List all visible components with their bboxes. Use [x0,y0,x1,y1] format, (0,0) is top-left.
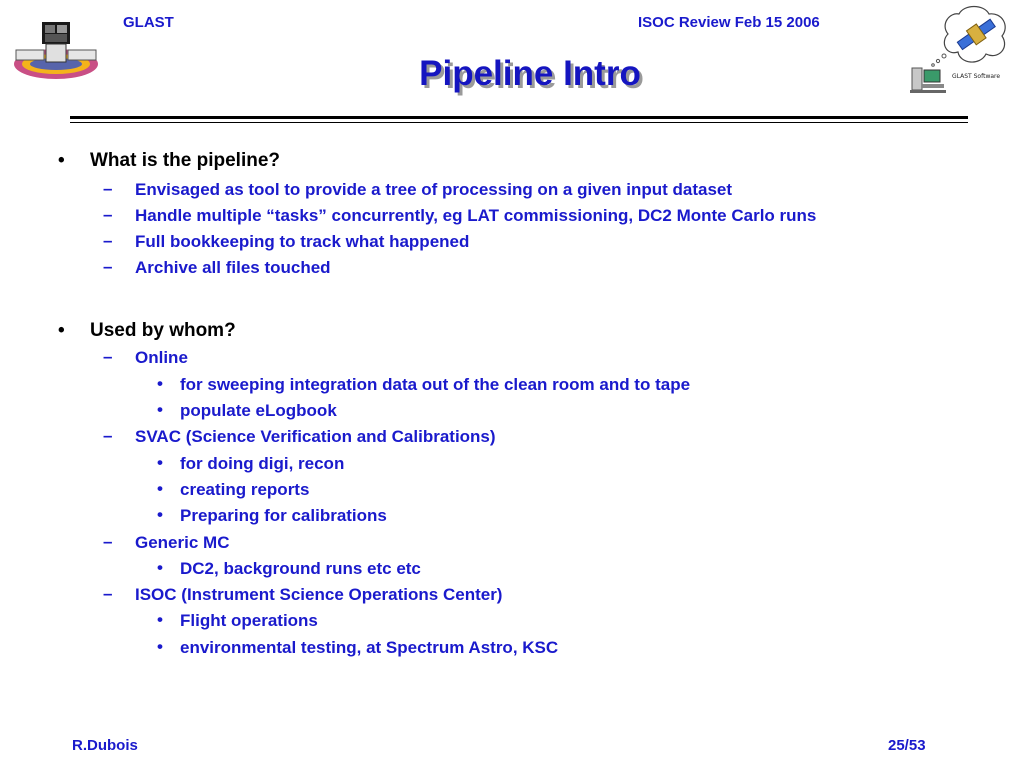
title-rule-thick [70,116,968,119]
sub-bullet-dot: • [157,374,163,393]
header-right-text: ISOC Review Feb 15 2006 [638,14,820,31]
group-label: ISOC (Instrument Science Operations Center) [135,585,503,604]
list-item: Handle multiple “tasks” concurrently, eg LAT commissioning, DC2 Monte Carlo runs [135,206,817,225]
sub-bullet-dot: • [157,453,163,472]
sub-list-item: Preparing for calibrations [180,506,387,525]
section-heading: What is the pipeline? [90,150,281,171]
list-item: Full bookkeeping to track what happened [135,232,470,251]
bullet-dot: • [58,150,65,171]
title-rule-thin [70,122,968,123]
dash-marker: – [103,347,113,366]
dash-marker: – [103,584,113,603]
sub-bullet-dot: • [157,400,163,419]
group-label: Online [135,348,188,367]
sub-list-item: for doing digi, recon [180,454,345,473]
dash-marker: – [103,231,113,250]
sub-list-item: creating reports [180,480,310,499]
sub-list-item: DC2, background runs etc etc [180,559,421,578]
list-item: Archive all files touched [135,258,331,277]
sub-bullet-dot: • [157,610,163,629]
group-label: SVAC (Science Verification and Calibrations) [135,427,496,446]
dash-marker: – [103,257,113,276]
sub-list-item: for sweeping integration data out of the clean room and to tape [180,375,691,394]
sub-list-item: populate eLogbook [180,401,337,420]
sub-bullet-dot: • [157,637,163,656]
footer-author: R.Dubois [72,737,138,754]
sub-bullet-dot: • [157,479,163,498]
dash-marker: – [103,205,113,224]
dash-marker: – [103,179,113,198]
dash-marker: – [103,532,113,551]
sub-list-item: environmental testing, at Spectrum Astro, KSC [180,638,559,657]
group-label: Generic MC [135,533,230,552]
sub-bullet-dot: • [157,505,163,524]
sub-list-item: Flight operations [180,611,318,630]
sub-bullet-dot: • [157,558,163,577]
section-heading: Used by whom? [90,320,236,341]
slide-title: Pipeline Intro [419,54,641,93]
list-item: Envisaged as tool to provide a tree of processing on a given input dataset [135,180,733,199]
footer-page-number: 25/53 [888,737,926,754]
header-left-text: GLAST [123,14,174,31]
svg-text:GLAST Software: GLAST Software [952,73,1001,80]
dash-marker: – [103,426,113,445]
bullet-dot: • [58,320,65,341]
